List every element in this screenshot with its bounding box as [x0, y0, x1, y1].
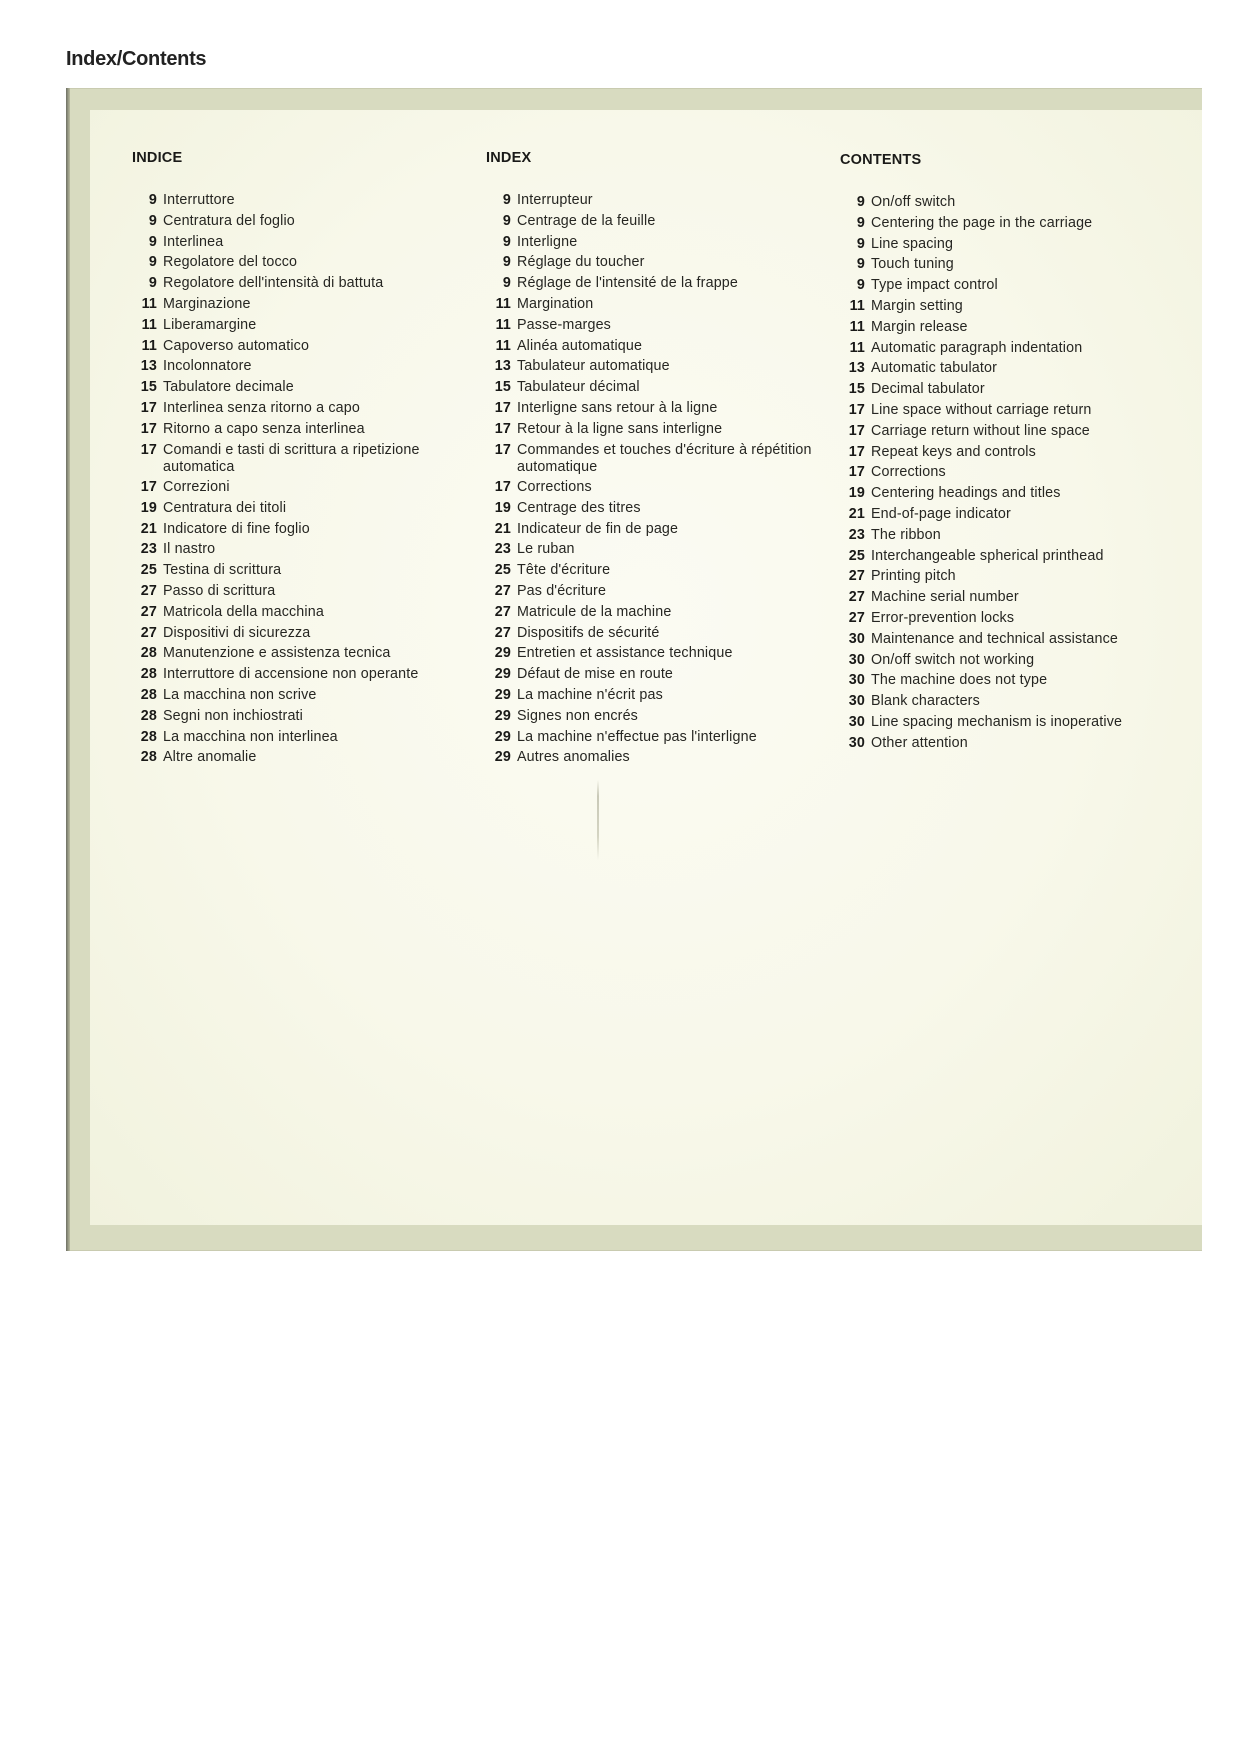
entry-page-number: 27: [494, 583, 511, 600]
entry-page-number: 13: [494, 358, 511, 375]
entry-label: La machine n'effectue pas l'interligne: [517, 728, 757, 745]
entry-page-number: 11: [141, 316, 157, 333]
entry-label: Défaut de mise en route: [517, 666, 674, 683]
column-english: [840, 152, 1200, 756]
entry-page-number: 17: [140, 420, 157, 437]
entry-page-number: 28: [140, 749, 157, 766]
index-entry: [486, 521, 826, 542]
index-entry: [486, 729, 826, 750]
entry-page-number: 15: [848, 381, 865, 398]
index-entry: [840, 236, 1200, 257]
entry-label: Indicatore di fine foglio: [163, 520, 310, 537]
entry-page-number: 9: [148, 233, 157, 250]
index-entry: [486, 687, 826, 708]
entry-label: Margin release: [871, 318, 968, 335]
entry-label: Alinéa automatique: [517, 337, 643, 354]
entry-label: The ribbon: [871, 526, 941, 543]
index-entry: [132, 234, 472, 255]
index-entry: [486, 583, 826, 604]
entry-label: Blank characters: [871, 693, 980, 710]
entry-label: Centering the page in the carriage: [871, 214, 1093, 231]
entry-label: Decimal tabulator: [871, 381, 985, 398]
entry-label: Le ruban: [517, 541, 575, 558]
index-entry: [132, 500, 472, 521]
entry-label: Error-prevention locks: [871, 609, 1015, 626]
entry-page-number: 28: [140, 666, 157, 683]
entry-label: Capoverso automatico: [163, 337, 310, 354]
entry-page-number: 17: [848, 401, 865, 418]
index-entry: [486, 379, 826, 400]
paper-scratch: [597, 780, 599, 860]
entry-page-number: 30: [848, 672, 865, 689]
entry-label: Regolatore del tocco: [163, 254, 298, 271]
entry-label: Manutenzione e assistenza tecnica: [163, 645, 391, 662]
entry-label: Passe-marges: [517, 316, 611, 333]
index-entry: [840, 277, 1200, 298]
entry-page-number: 9: [856, 277, 865, 294]
entry-page-number: 30: [848, 734, 865, 751]
entry-page-number: 11: [849, 318, 865, 335]
entry-label: Passo di scrittura: [163, 583, 276, 600]
entry-page-number: 9: [856, 256, 865, 273]
index-entry: [840, 194, 1200, 215]
entry-label: Altre anomalie: [163, 749, 257, 766]
column-italian: [132, 150, 472, 770]
index-entry: [486, 479, 826, 500]
entry-label: Marginazione: [163, 295, 251, 312]
index-entry: [840, 319, 1200, 340]
entry-label: Tabulateur automatique: [517, 358, 670, 375]
index-entry: [840, 360, 1200, 381]
index-entry: [486, 749, 826, 770]
entry-label: Margination: [517, 295, 594, 312]
entry-label: Interrupteur: [517, 192, 593, 208]
entry-page-number: 11: [495, 295, 511, 312]
index-entry: [840, 735, 1200, 756]
entry-page-number: 19: [140, 499, 157, 516]
entry-page-number: 27: [848, 568, 865, 585]
index-entry: [486, 541, 826, 562]
entry-label: Automatic paragraph indentation: [871, 339, 1083, 356]
index-entry: [132, 213, 472, 234]
entry-page-number: 11: [849, 297, 865, 314]
entry-page-number: 23: [494, 541, 511, 558]
entry-page-number: 11: [141, 295, 157, 312]
entry-page-number: 21: [494, 520, 511, 537]
entry-label: Commandes et touches d'écriture à répétition automatique: [517, 441, 812, 475]
entry-page-number: 28: [140, 687, 157, 704]
column-title-english: CONTENTS: [840, 152, 922, 168]
entry-page-number: 9: [148, 275, 157, 292]
entry-label: Dispositivi di sicurezza: [163, 624, 311, 641]
index-entry: [132, 421, 472, 442]
entry-label: Segni non inchiostrati: [163, 707, 303, 724]
entry-label: Machine serial number: [871, 589, 1019, 606]
index-entry: [132, 254, 472, 275]
entry-page-number: 23: [848, 526, 865, 543]
page-title: Index/Contents: [66, 48, 207, 70]
entry-page-number: 9: [502, 275, 511, 292]
entry-page-number: 25: [848, 547, 865, 564]
entry-label: Indicateur de fin de page: [517, 520, 679, 537]
index-entry: [840, 485, 1200, 506]
index-entry: [486, 666, 826, 687]
index-entry: [840, 527, 1200, 548]
entry-page-number: 9: [502, 233, 511, 250]
index-entry: [486, 338, 826, 359]
index-entry: [840, 714, 1200, 735]
index-entry: [486, 254, 826, 275]
entry-page-number: 17: [494, 420, 511, 437]
entry-label: Centratura del foglio: [163, 212, 295, 229]
entry-page-number: 28: [140, 728, 157, 745]
entry-label: Comandi e tasti di scrittura a ripetizione automatica: [163, 441, 420, 475]
entry-label: Centrage des titres: [517, 499, 641, 516]
index-entry: [840, 340, 1200, 361]
entry-page-number: 9: [148, 212, 157, 229]
entry-label: Carriage return without line space: [871, 422, 1090, 439]
entry-page-number: 27: [140, 603, 157, 620]
index-entry: [132, 604, 472, 625]
entry-page-number: 17: [140, 441, 157, 458]
index-entry: [132, 625, 472, 646]
entry-label: Matricule de la machine: [517, 603, 672, 620]
entry-label: Autres anomalies: [517, 749, 630, 766]
entry-page-number: 30: [848, 651, 865, 668]
entry-label: Il nastro: [163, 541, 216, 558]
entry-page-number: 27: [140, 583, 157, 600]
index-entry: [840, 381, 1200, 402]
entry-page-number: 11: [495, 337, 511, 354]
entry-page-number: 9: [856, 214, 865, 231]
index-entry: [486, 317, 826, 338]
entry-label: Testina di scrittura: [163, 562, 282, 579]
index-entry: [486, 562, 826, 583]
index-entry: [132, 687, 472, 708]
entry-page-number: 29: [494, 749, 511, 766]
entry-page-number: 28: [140, 707, 157, 724]
entry-page-number: 13: [140, 358, 157, 375]
entry-page-number: 21: [848, 505, 865, 522]
entry-page-number: 29: [494, 707, 511, 724]
entry-page-number: 19: [494, 499, 511, 516]
entry-label: La machine n'écrit pas: [517, 687, 663, 704]
entry-page-number: 11: [849, 339, 865, 356]
entry-page-number: 9: [502, 212, 511, 229]
index-entry: [486, 645, 826, 666]
column-french: [486, 150, 826, 770]
entry-label: Liberamargine: [163, 316, 257, 333]
entry-label: Retour à la ligne sans interligne: [517, 420, 723, 437]
entry-label: Réglage de l'intensité de la frappe: [517, 275, 738, 292]
entry-page-number: 9: [856, 235, 865, 252]
entry-page-number: 9: [148, 254, 157, 271]
entry-page-number: 25: [494, 562, 511, 579]
entry-label: Centrage de la feuille: [517, 212, 656, 229]
entry-label: Correzioni: [163, 479, 230, 496]
index-entry: [132, 562, 472, 583]
index-entry: [132, 379, 472, 400]
index-entry: [840, 506, 1200, 527]
entry-list-french: [486, 192, 826, 770]
index-entry: [486, 400, 826, 421]
entry-label: Tabulateur décimal: [517, 379, 640, 396]
entry-label: Matricola della macchina: [163, 603, 324, 620]
column-title-french: INDEX: [486, 150, 532, 166]
index-entry: [486, 500, 826, 521]
index-entry: [486, 604, 826, 625]
index-entry: [132, 296, 472, 317]
index-entry: [132, 541, 472, 562]
entry-label: Line spacing mechanism is inoperative: [871, 713, 1123, 730]
entry-label: Interligne sans retour à la ligne: [517, 399, 718, 416]
entry-page-number: 27: [848, 589, 865, 606]
entry-label: Réglage du toucher: [517, 254, 645, 271]
entry-label: Margin setting: [871, 297, 963, 314]
entry-page-number: 9: [502, 254, 511, 271]
index-entry: [132, 400, 472, 421]
entry-page-number: 25: [140, 562, 157, 579]
index-entry: [132, 192, 472, 213]
entry-label: Centering headings and titles: [871, 485, 1061, 502]
entry-page-number: 11: [495, 316, 511, 333]
index-entry: [840, 568, 1200, 589]
index-entry: [132, 338, 472, 359]
entry-label: La macchina non interlinea: [163, 728, 338, 745]
entry-page-number: 17: [494, 479, 511, 496]
entry-page-number: 17: [848, 464, 865, 481]
index-entry: [486, 192, 826, 213]
entry-label: Repeat keys and controls: [871, 443, 1036, 460]
index-entry: [486, 421, 826, 442]
index-entry: [486, 213, 826, 234]
entry-page-number: 11: [141, 337, 157, 354]
index-entry: [486, 708, 826, 729]
entry-label: Centratura dei titoli: [163, 499, 287, 516]
entry-page-number: 15: [494, 379, 511, 396]
entry-label: Tête d'écriture: [517, 562, 611, 579]
entry-label: Touch tuning: [871, 256, 954, 273]
entry-page-number: 13: [848, 360, 865, 377]
entry-page-number: 29: [494, 666, 511, 683]
entry-page-number: 27: [494, 603, 511, 620]
index-entry: [132, 521, 472, 542]
entry-label: Incolonnatore: [163, 358, 252, 375]
entry-page-number: 17: [494, 399, 511, 416]
entry-page-number: 30: [848, 713, 865, 730]
index-entry: [486, 234, 826, 255]
entry-label: On/off switch: [871, 194, 956, 210]
entry-page-number: 9: [148, 192, 157, 208]
entry-page-number: 17: [140, 479, 157, 496]
index-entry: [132, 729, 472, 750]
entry-label: Maintenance and technical assistance: [871, 630, 1119, 647]
entry-label: Interruttore: [163, 192, 235, 208]
index-entry: [840, 693, 1200, 714]
entry-label: Entretien et assistance technique: [517, 645, 733, 662]
entry-page-number: 30: [848, 630, 865, 647]
entry-label: On/off switch not working: [871, 651, 1035, 668]
index-entry: [840, 652, 1200, 673]
entry-page-number: 27: [494, 624, 511, 641]
index-entry: [840, 672, 1200, 693]
entry-page-number: 17: [140, 399, 157, 416]
entry-label: Regolatore dell'intensità di battuta: [163, 275, 384, 292]
entry-page-number: 29: [494, 687, 511, 704]
entry-page-number: 17: [848, 422, 865, 439]
entry-page-number: 29: [494, 645, 511, 662]
entry-page-number: 21: [140, 520, 157, 537]
index-entry: [486, 358, 826, 379]
entry-page-number: 17: [494, 441, 511, 458]
index-entry: [486, 296, 826, 317]
entry-page-number: 28: [140, 645, 157, 662]
index-entry: [840, 610, 1200, 631]
index-entry: [840, 444, 1200, 465]
entry-label: Tabulatore decimale: [163, 379, 294, 396]
index-entry: [840, 402, 1200, 423]
index-entry: [840, 464, 1200, 485]
index-entry: [840, 548, 1200, 569]
entry-page-number: 30: [848, 693, 865, 710]
entry-label: Type impact control: [871, 277, 998, 294]
entry-label: Interruttore di accensione non operante: [163, 666, 419, 683]
entry-label: The machine does not type: [871, 672, 1048, 689]
index-entry: [486, 275, 826, 296]
index-entry: [132, 275, 472, 296]
scan-shadow-edge: [66, 88, 70, 1251]
entry-page-number: 29: [494, 728, 511, 745]
entry-page-number: 9: [856, 194, 865, 210]
entry-label: La macchina non scrive: [163, 687, 317, 704]
entry-label: Automatic tabulator: [871, 360, 998, 377]
entry-label: Line space without carriage return: [871, 401, 1092, 418]
index-entry: [132, 645, 472, 666]
entry-label: Dispositifs de sécurité: [517, 624, 660, 641]
entry-label: Other attention: [871, 734, 968, 751]
entry-page-number: 9: [502, 192, 511, 208]
entry-page-number: 23: [140, 541, 157, 558]
entry-label: Interlinea senza ritorno a capo: [163, 399, 360, 416]
index-entry: [132, 479, 472, 500]
entry-list-english: [840, 194, 1200, 756]
entry-label: Printing pitch: [871, 568, 956, 585]
index-entry: [132, 317, 472, 338]
index-entry: [132, 358, 472, 379]
index-entry: [840, 423, 1200, 444]
index-entry: [132, 708, 472, 729]
entry-label: Interligne: [517, 233, 578, 250]
entry-label: Line spacing: [871, 235, 954, 252]
index-entry: [840, 589, 1200, 610]
index-entry: [132, 749, 472, 770]
index-entry: [132, 583, 472, 604]
index-entry: [486, 442, 826, 480]
entry-label: End-of-page indicator: [871, 505, 1011, 522]
index-entry: [840, 298, 1200, 319]
entry-label: Ritorno a capo senza interlinea: [163, 420, 365, 437]
index-entry: [132, 442, 472, 480]
entry-page-number: 19: [848, 485, 865, 502]
column-title-italian: INDICE: [132, 150, 183, 166]
entry-page-number: 27: [140, 624, 157, 641]
entry-label: Pas d'écriture: [517, 583, 607, 600]
index-entry: [486, 625, 826, 646]
scan-right-margin: [1202, 88, 1225, 1251]
entry-page-number: 15: [140, 379, 157, 396]
entry-page-number: 17: [848, 443, 865, 460]
index-entry: [132, 666, 472, 687]
entry-label: Interchangeable spherical printhead: [871, 547, 1104, 564]
index-entry: [840, 256, 1200, 277]
entry-label: Corrections: [517, 479, 592, 496]
entry-label: Signes non encrés: [517, 707, 638, 724]
entry-list-italian: [132, 192, 472, 770]
entry-page-number: 27: [848, 609, 865, 626]
index-entry: [840, 631, 1200, 652]
index-entry: [840, 215, 1200, 236]
entry-label: Interlinea: [163, 233, 224, 250]
entry-label: Corrections: [871, 464, 946, 481]
